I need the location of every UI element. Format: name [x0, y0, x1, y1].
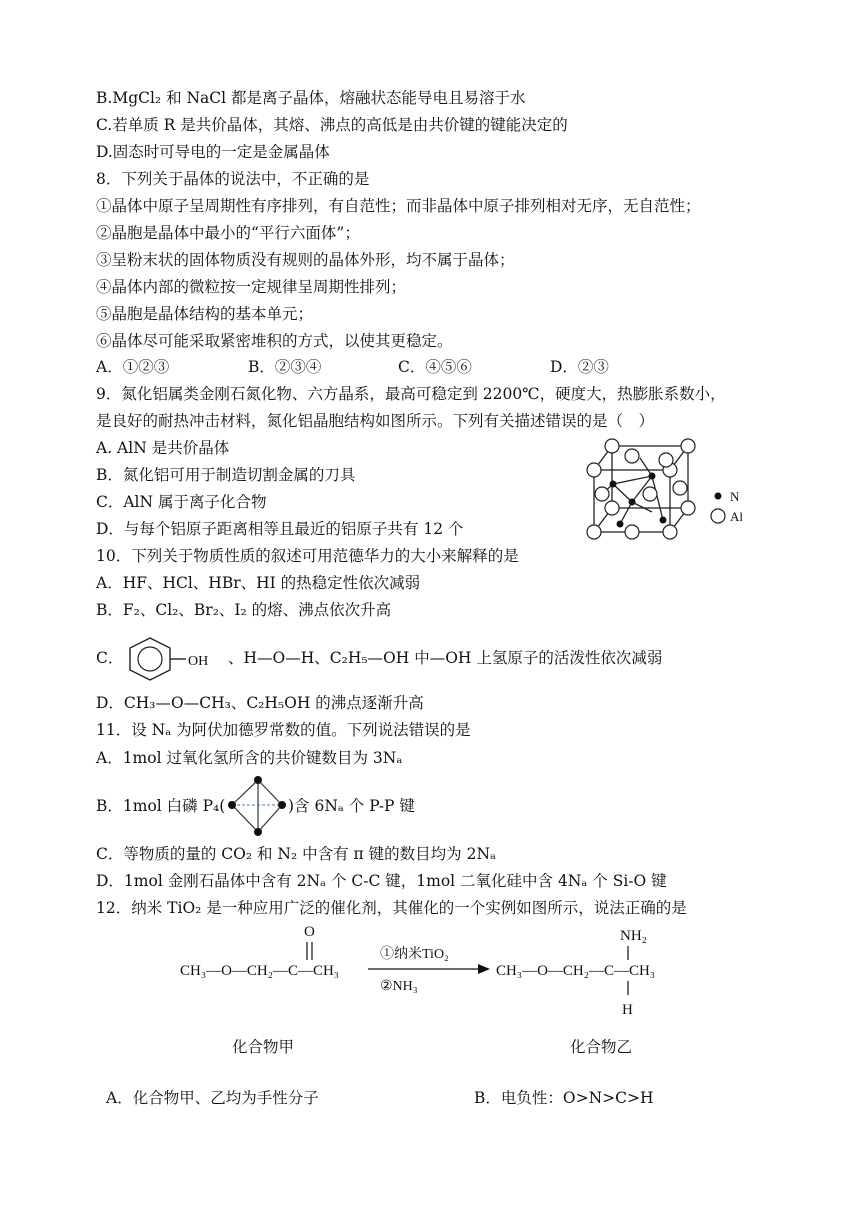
q9-option-b: B．氮化铝可用于制造切割金属的刀具 — [96, 466, 356, 484]
q8-statement-6: ⑥晶体尽可能采取紧密堆积的方式，以使其更稳定。 — [96, 332, 453, 350]
q10-option-b: B．F₂、Cl₂、Br₂、I₂ 的熔、沸点依次升高 — [96, 601, 392, 619]
legend-n-label: N — [730, 489, 740, 504]
phenol-oh-label: OH — [188, 654, 209, 669]
q8-option-d: D．②③ — [550, 358, 609, 376]
q8-stem: 8．下列关于晶体的说法中，不正确的是 — [96, 170, 370, 188]
q11-option-b-text: )含 6Nₐ 个 P-P 键 — [288, 797, 415, 815]
q11-option-d: D．1mol 金刚石晶体中含有 2Nₐ 个 C-C 键，1mol 二氧化硅中含 4Nₐ 个 Si-O 键 — [96, 872, 667, 890]
legend-n-marker — [715, 493, 722, 500]
q8-statement-3: ③呈粉末状的固体物质没有规则的晶体外形，均不属于晶体； — [96, 251, 515, 269]
q8-option-b: B．②③④ — [248, 358, 322, 376]
aln-unit-cell-diagram — [580, 436, 760, 546]
q7-option-c: C.若单质 R 是共价晶体，其熔、沸点的高低是由共价键的键能决定的 — [96, 116, 568, 134]
q8-statement-5: ⑤晶胞是晶体结构的基本单元； — [96, 305, 314, 323]
q9-option-a: A. AlN 是共价晶体 — [96, 439, 230, 457]
q11-option-a: A．1mol 过氧化氢所含的共价键数目为 3Nₐ — [96, 749, 403, 767]
reaction-scheme — [170, 920, 690, 1020]
legend-al-marker — [711, 509, 725, 523]
q8-option-c: C．④⑤⑥ — [398, 358, 472, 376]
q9-stem-line1: 9．氮化铝属类金刚石氮化物、六方晶系，最高可稳定到 2200℃，硬度大，热膨胀系数小， — [96, 385, 726, 403]
white-phosphorus-tetrahedron — [224, 775, 290, 837]
compound-a-carbonyl-o: O — [304, 924, 315, 940]
arrow-condition-bottom: ②NH₃ — [380, 979, 418, 994]
q10-option-a: A．HF、HCl、HBr、HI 的热稳定性依次减弱 — [96, 574, 421, 592]
q7-option-d: D.固态时可导电的一定是金属晶体 — [96, 143, 330, 161]
q11-option-b-prefix: B．1mol 白磷 P₄( — [96, 797, 226, 815]
q12-option-a: A．化合物甲、乙均为手性分子 — [106, 1089, 319, 1107]
caption-compound-a: 化合物甲 — [232, 1038, 295, 1056]
phenol-structure — [124, 636, 224, 682]
q10-option-c-text: 、H—O—H、C₂H₅—OH 中—OH 上氢原子的活泼性依次减弱 — [228, 649, 663, 667]
compound-b-nh2: NH₂ — [620, 928, 647, 944]
arrow-condition-top: ①纳米TiO₂ — [380, 947, 449, 962]
q10-option-c-prefix: C． — [96, 649, 124, 667]
q10-stem: 10．下列关于物质性质的叙述可用范德华力的大小来解释的是 — [96, 547, 519, 565]
q9-stem-line2: 是良好的耐热冲击材料，氮化铝晶胞结构如图所示。下列有关描述错误的是（ ） — [96, 412, 655, 430]
q11-option-c: C．等物质的量的 CO₂ 和 N₂ 中含有 π 键的数目均为 2Nₐ — [96, 845, 496, 863]
q8-option-a: A．①②③ — [96, 358, 170, 376]
q12-option-b: B．电负性：O>N>C>H — [474, 1089, 654, 1107]
q10-option-d: D．CH₃—O—CH₃、C₂H₅OH 的沸点逐渐升高 — [96, 694, 424, 712]
q8-statement-2: ②晶胞是晶体中最小的“平行六面体”； — [96, 224, 360, 242]
q12-stem: 12．纳米 TiO₂ 是一种应用广泛的催化剂，其催化的一个实例如图所示，说法正确的是 — [96, 899, 687, 917]
legend-al-label: Al — [730, 509, 743, 524]
compound-a-formula: CH₃—O—CH₂—C—CH₃ — [180, 963, 340, 979]
q9-option-c: C．AlN 属于离子化合物 — [96, 493, 267, 511]
q7-option-b: B.MgCl₂ 和 NaCl 都是离子晶体，熔融状态能导电且易溶于水 — [96, 89, 526, 107]
compound-b-h: H — [622, 1002, 633, 1018]
q9-option-d: D．与每个铝原子距离相等且最近的铝原子共有 12 个 — [96, 520, 464, 538]
q8-statement-1: ①晶体中原子呈周期性有序排列，有自范性；而非晶体中原子排列相对无序，无自范性； — [96, 197, 701, 215]
compound-b-formula: CH₃—O—CH₂—C—CH₃ — [496, 963, 656, 979]
caption-compound-b: 化合物乙 — [570, 1038, 633, 1056]
q8-statement-4: ④晶体内部的微粒按一定规律呈周期性排列； — [96, 278, 407, 296]
q11-stem: 11．设 Nₐ 为阿伏加德罗常数的值。下列说法错误的是 — [96, 721, 471, 739]
